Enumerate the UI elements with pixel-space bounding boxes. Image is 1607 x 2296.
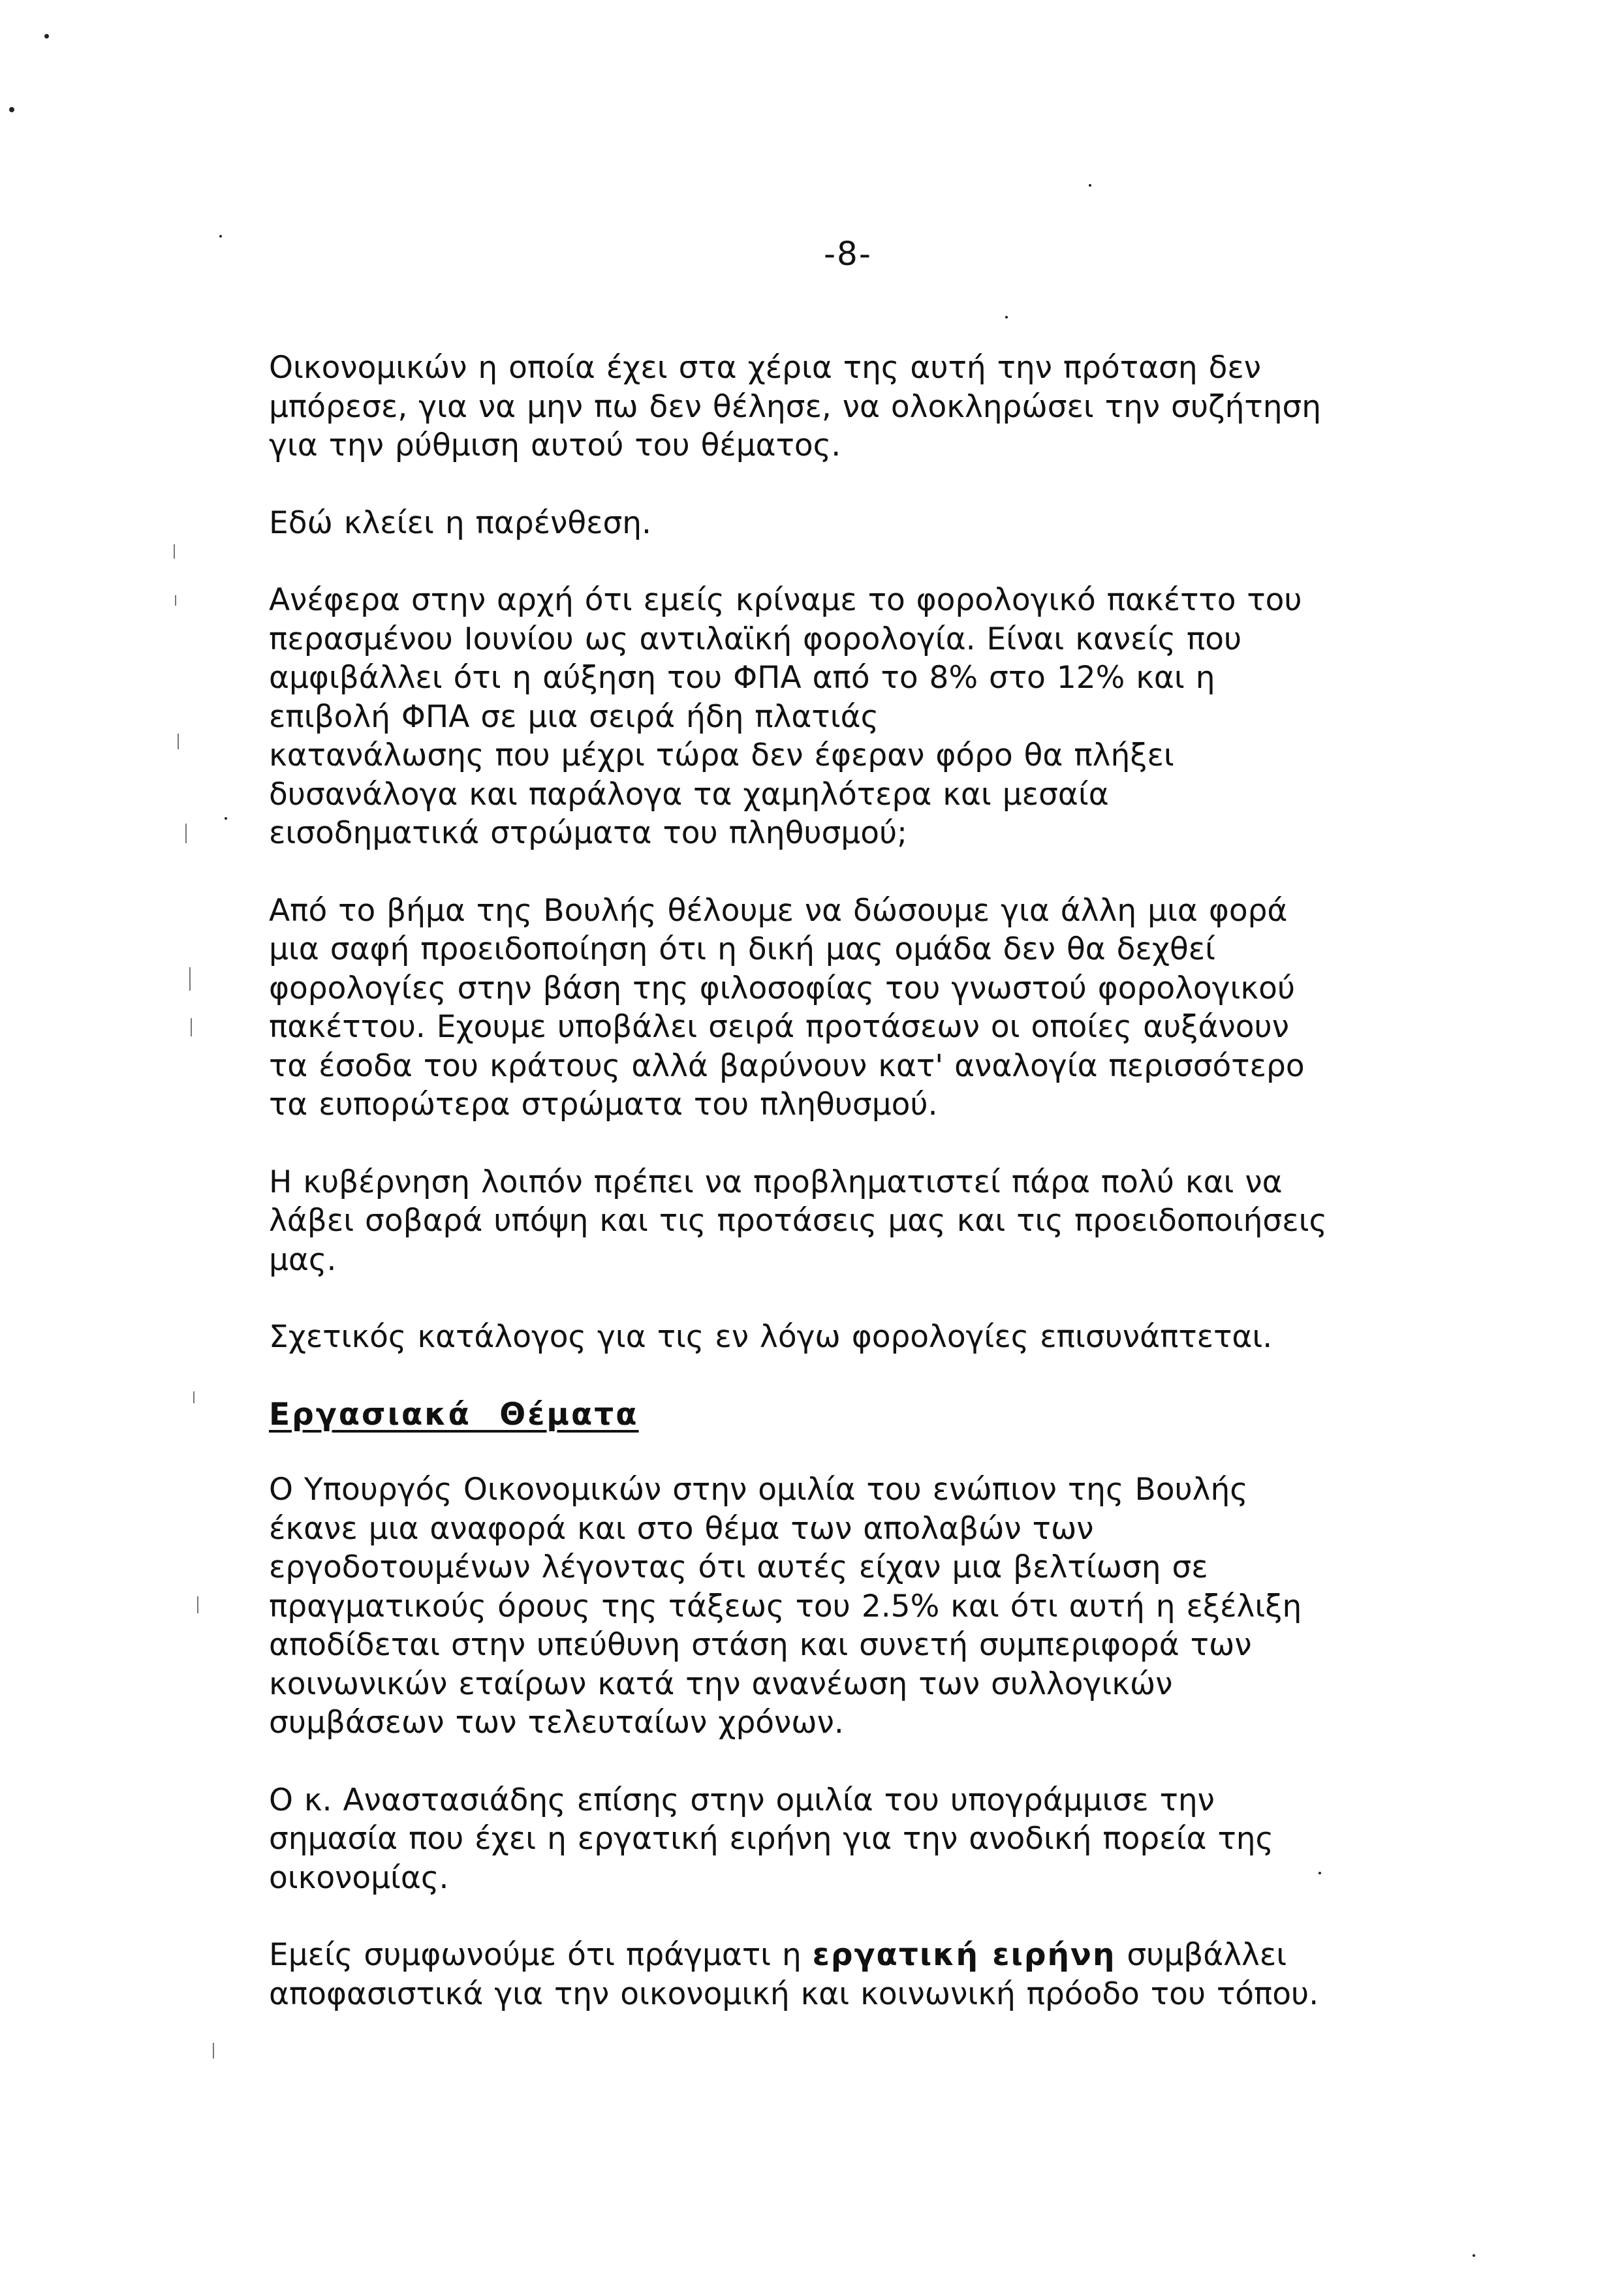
scan-speck [9, 107, 14, 112]
document-body [269, 349, 1431, 2052]
paragraph: Η κυβέρνηση λοιπόν πρέπει να προβληματιστεί πάρα πολύ και να λάβει σοβαρά υπόψη και τις προτάσεις μας και τις προειδοποιήσεις μας. [269, 1164, 1328, 1278]
margin-mark [189, 967, 191, 991]
scan-speck [1473, 2254, 1475, 2257]
scan-speck [219, 235, 222, 238]
margin-mark [197, 1596, 198, 1613]
scan-speck [225, 817, 227, 820]
margin-mark [193, 1391, 195, 1403]
margin-mark [191, 1018, 192, 1036]
paragraph: Ο Υπουργός Οικονομικών στην ομιλία του ενώπιον της Βουλής έκανε μια αναφορά και στο θέμα των απολαβών των εργοδοτουμένων λέγοντας ότι αυτές είχαν μια βελτίωση σε πραγματικούς όρους της τάξεως του 2.5% και ότι αυτή η εξέλιξη αποδίδεται στην υπεύθυνη στάση και συνετή συμπεριφορά των κοινωνικών εταίρων κατά την ανανέωση των συλλογικών συμβάσεων των τελευταίων χρόνων. [269, 1472, 1302, 1741]
emphasis-text: εργατική ειρήνη [812, 1937, 1116, 1973]
margin-mark [185, 824, 187, 843]
scan-speck [1089, 184, 1091, 187]
paragraph: Οικονομικών η οποία έχει στα χέρια της αυτή την πρόταση δεν μπόρεσε, για να μην πω δεν θέλησε, να ολοκληρώσει την συζήτηση για την ρύθμιση αυτού του θέματος. [269, 350, 1322, 463]
scan-speck [1005, 316, 1008, 318]
paragraph: Ανέφερα στην αρχή ότι εμείς κρίναμε το φορολογικό πακέττο του περασμένου Ιουνίου ως αντιλαϊκή φορολογία. Είναι κανείς που αμφιβάλλει ότι η αύξηση του ΦΠΑ από το 8% στο 12% και η επιβολή ΦΠΑ σε μια σειρά ήδη πλατιάς κατανάλωσης που μέχρι τώρα δεν έφεραν φόρο θα πλήξει δυσανάλογα και παράλογα τα χαμηλότερα και μεσαία εισοδηματικά στρώματα του πληθυσμού; [269, 582, 1302, 851]
page-number: -8- [824, 235, 872, 273]
margin-mark [213, 2043, 214, 2058]
final-paragraph-lead: Εμείς συμφωνούμε ότι πράγματι η [269, 1937, 813, 1973]
paragraph: Από το βήμα της Βουλής θέλουμε να δώσουμε για άλλη μια φορά μια σαφή προειδοποίηση ότι η δική μας ομάδα δεν θα δεχθεί φορολογίες στην βάση της φιλοσοφίας του γνωστού φορολογικού πακέττου. Εχουμε υποβάλει σειρά προτάσεων οι οποίες αυξάνουν τα έσοδα του κράτους αλλά βαρύνουν κατ' αναλογία περισσότερο τα ευπορώτερα στρώματα του πληθυσμού. [269, 892, 1305, 1123]
margin-mark [175, 595, 176, 606]
paragraph: Ο κ. Αναστασιάδης επίσης στην ομιλία του υπογράμμισε την σημασία που έχει η εργατική ειρήνη για την ανοδική πορεία της οικονομίας. [269, 1782, 1274, 1896]
margin-mark [178, 734, 179, 749]
scan-speck [44, 34, 49, 39]
paragraph: Σχετικός κατάλογος για τις εν λόγω φορολογίες επισυνάπτεται. [269, 1319, 1273, 1355]
section-heading: Εργασιακά Θέματα [269, 1396, 639, 1433]
paragraph: Εδώ κλείει η παρένθεση. [269, 504, 651, 541]
margin-mark [174, 544, 175, 559]
final-paragraph [269, 1936, 1431, 2013]
final-paragraph-tail: συμβάλλει αποφασιστικά για την οικονομική και κοινωνική πρόοδο του τόπου. [269, 1937, 1319, 2012]
